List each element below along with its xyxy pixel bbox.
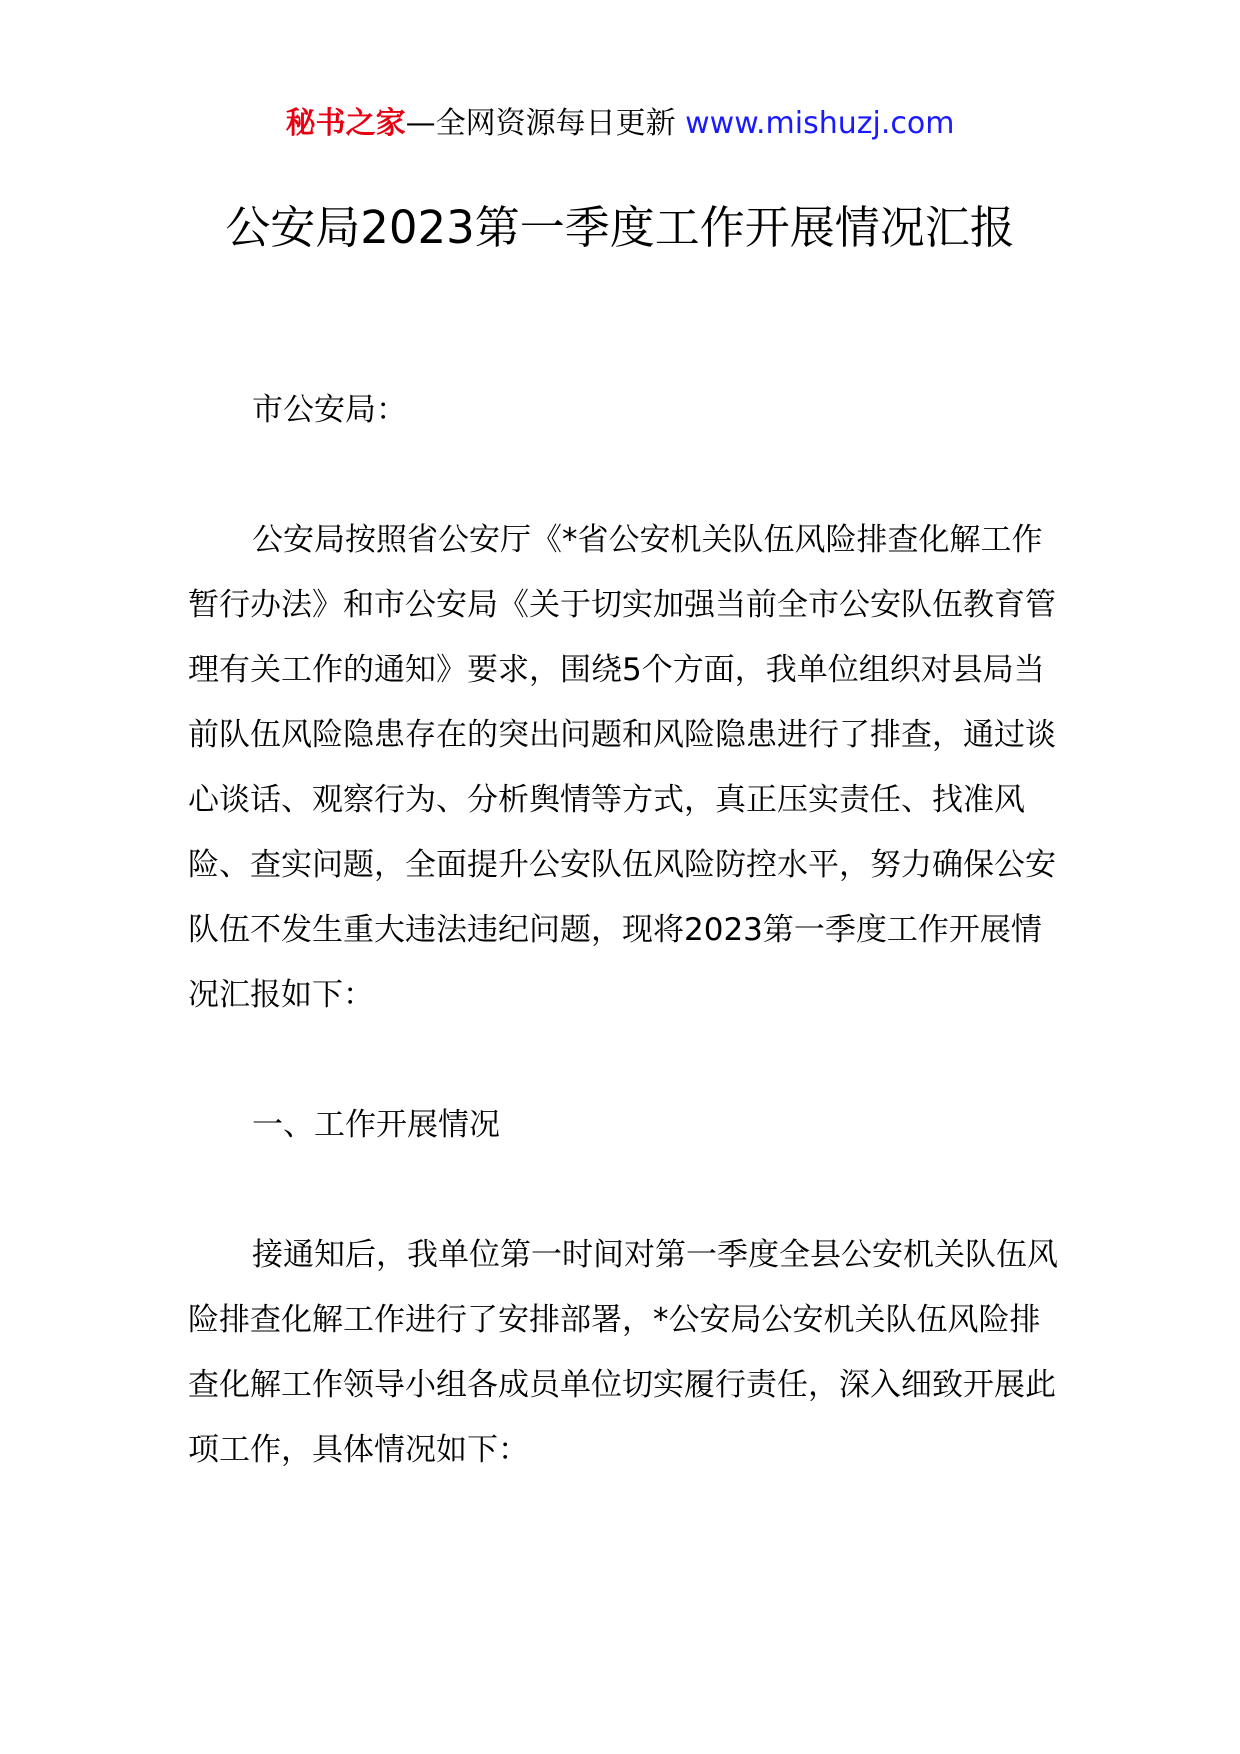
paragraph-intro: 公安局按照省公安厅《*省公安机关队伍风险排查化解工作暂行办法》和市公安局《关于切实加强当前全市公安队伍教育管理有关工作的通知》要求，围绕5个方面，我单位组织对县局当前队伍风险隐患存在的突出问题和风险隐患进行了排查，通过谈心谈话、观察行为、分析舆情等方式，真正压实责任、找准风险、查实问题，全面提升公安队伍风险防控水平，努力确保公安队伍不发生重大违法违纪问题，现将2023第一季度工作开展情况汇报如下：: [188, 522, 1056, 1013]
header-tagline: —全网资源每日更新: [405, 106, 676, 141]
salutation: 市公安局：: [252, 392, 407, 428]
site-header: [0, 104, 1240, 144]
section-heading: 一、工作开展情况: [252, 1107, 500, 1143]
brand-name: 秘书之家: [285, 106, 406, 141]
site-url-link[interactable]: www.mishuzj.com: [685, 106, 955, 141]
document-title: 公安局2023第一季度工作开展情况汇报: [225, 201, 1015, 254]
paragraph-section-1: 接通知后，我单位第一时间对第一季度全县公安机关队伍风险排查化解工作进行了安排部署，*公安局公安机关队伍风险排查化解工作领导小组各成员单位切实履行责任，深入细致开展此项工作，具体情况如下：: [188, 1237, 1058, 1468]
